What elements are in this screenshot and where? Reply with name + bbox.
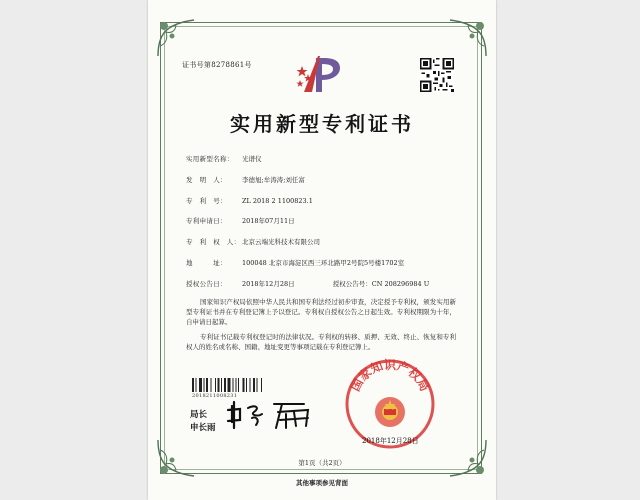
barcode-number: 2018211008231 — [192, 393, 238, 399]
body-paragraph: 专利证书记载专利权登记时的法律状况。专利权的转移、质押、无效、终止、恢复和专利权人的姓名或名称、国籍、地址变更等事项记载在专利登记簿上。 — [186, 333, 456, 351]
certificate-sheet — [148, 0, 496, 500]
certificate-number: 证书号第8278861号 — [182, 61, 252, 69]
seal-text: 国家知识产权局 — [348, 358, 432, 394]
field-grant-dates: 授权公告日： 2018年12月28日 授权公告号：CN 208296984 U — [186, 280, 430, 288]
certificate-body — [186, 297, 456, 357]
corner-ornament-icon — [154, 16, 198, 60]
field-patent-number: 专 利 号： ZL 2018 2 1100823.1 — [186, 197, 313, 205]
corner-ornament-icon — [446, 16, 490, 60]
back-note: 其他事项参见背面 — [296, 479, 348, 487]
field-patentee: 专 利 权 人： 北京云端光科技术有限公司 — [186, 238, 320, 246]
handwritten-signature — [226, 398, 314, 432]
field-application-date: 专利申请日： 2018年07月11日 — [186, 217, 295, 225]
certificate-title: 实用新型专利证书 — [230, 112, 414, 136]
signature-name: 申长雨 — [190, 423, 216, 433]
patent-office-logo-icon — [294, 52, 346, 98]
field-utility-model-name: 实用新型名称： 光谱仪 — [186, 155, 262, 163]
svg-text:国家知识产权局 — [348, 358, 432, 394]
qr-code-icon — [420, 58, 454, 92]
signature-title: 局长 — [190, 410, 208, 420]
field-inventors: 发 明 人： 李德旭;牟涛涛;刘任富 — [186, 176, 305, 184]
barcode-icon — [192, 378, 284, 392]
page-number: 第1页（共2页） — [298, 459, 346, 467]
field-address: 地 址： 100048 北京市海淀区西三环北路甲2号院5号楼1702室 — [186, 259, 405, 267]
seal-date: 2018年12月28日 — [362, 437, 419, 445]
body-paragraph: 国家知识产权局依照中华人民共和国专利法经过初步审查，决定授予专利权，颁发实用新型专利证书并在专利登记簿上予以登记。专利权自授权公告之日起生效。专利权期限为十年，自申请日起算。 — [186, 298, 456, 326]
